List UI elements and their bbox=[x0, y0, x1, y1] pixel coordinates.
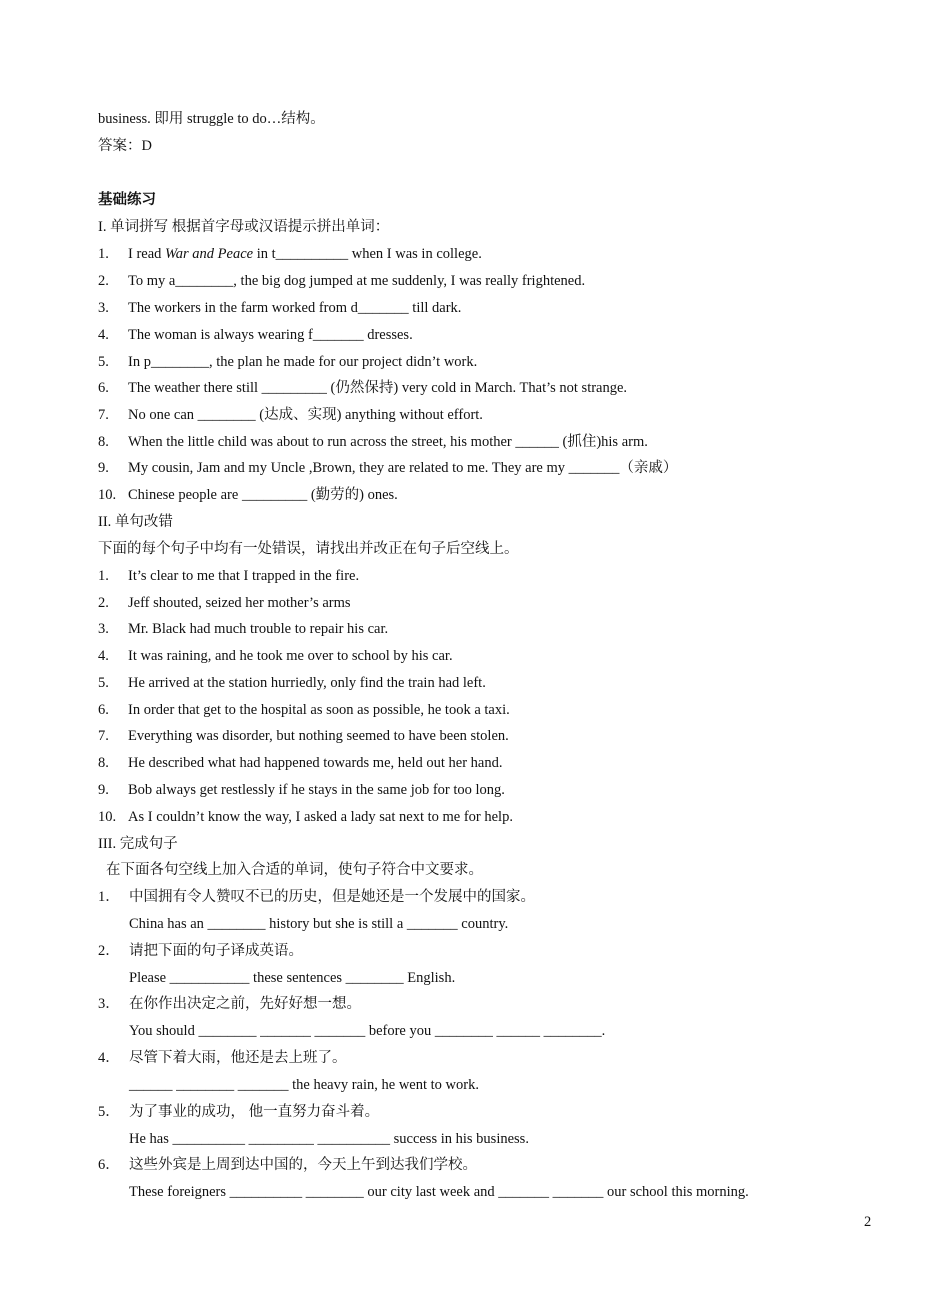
item-text: In order that get to the hospital as soon as possible, he took a taxi. bbox=[128, 702, 510, 718]
page-number: 2 bbox=[864, 1214, 872, 1230]
item-number: 6． bbox=[98, 1157, 120, 1173]
item-number: 10. bbox=[98, 487, 117, 503]
item-number: 7. bbox=[98, 728, 109, 744]
item-text: When the little child was about to run across the street, his mother ______ (抓住)his arm. bbox=[128, 434, 648, 450]
part2-item bbox=[98, 567, 359, 585]
part2-item bbox=[98, 674, 486, 692]
answer-line: 答案：D bbox=[98, 138, 152, 154]
item-text: He described what had happened towards me, held out her hand. bbox=[128, 755, 503, 771]
part3-item-chinese bbox=[98, 1049, 347, 1067]
item-number: 2. bbox=[98, 273, 109, 289]
item-text: It’s clear to me that I trapped in the fire. bbox=[128, 568, 360, 584]
part1-item bbox=[98, 326, 413, 344]
book-title: War and Peace bbox=[165, 246, 254, 262]
item-text: 为了事业的成功， 他一直努力奋斗着。 bbox=[129, 1104, 380, 1120]
item-number: 6. bbox=[98, 380, 109, 396]
item-number: 5. bbox=[98, 354, 109, 370]
part1-item bbox=[98, 459, 677, 477]
part2-item bbox=[98, 727, 509, 745]
part2-item bbox=[98, 647, 453, 665]
item-number: 5． bbox=[98, 1104, 120, 1120]
part3-item-english: These foreigners __________ ________ our city last week and _______ _______ our school this morning. bbox=[129, 1184, 749, 1200]
item-text: 请把下面的句子译成英语。 bbox=[129, 943, 303, 959]
item-text: The weather there still _________ (仍然保持) very cold in March. That’s not strange. bbox=[128, 380, 628, 396]
item-text: No one can ________ (达成、实现) anything without effort. bbox=[128, 407, 483, 423]
item-number: 2． bbox=[98, 943, 120, 959]
part3-item-english: He has __________ _________ __________ success in his business. bbox=[129, 1131, 529, 1147]
part3-item-english: ______ ________ _______ the heavy rain, he went to work. bbox=[129, 1077, 479, 1093]
item-text: 这些外宾是上周到达中国的，今天上午到达我们学校。 bbox=[129, 1157, 477, 1173]
item-number: 4. bbox=[98, 327, 109, 343]
item-text: It was raining, and he took me over to school by his car. bbox=[128, 648, 453, 664]
part1-heading: I. 单词拼写 根据首字母或汉语提示拼出单词： bbox=[98, 219, 390, 235]
part3-item-chinese bbox=[98, 942, 303, 960]
item-text: in t__________ when I was in college. bbox=[253, 246, 482, 262]
part1-item bbox=[98, 272, 585, 290]
part3-item-chinese bbox=[98, 888, 535, 906]
item-text: Everything was disorder, but nothing seemed to have been stolen. bbox=[128, 728, 509, 744]
part3-instruction: 在下面各句空线上加入合适的单词，使句子符合中文要求。 bbox=[106, 862, 483, 878]
item-number: 4． bbox=[98, 1050, 120, 1066]
part2-item bbox=[98, 808, 513, 826]
part2-item bbox=[98, 594, 351, 612]
item-number: 10. bbox=[98, 809, 117, 825]
item-number: 9. bbox=[98, 460, 109, 476]
part2-instruction: 下面的每个句子中均有一处错误，请找出并改正在句子后空线上。 bbox=[98, 541, 519, 557]
item-text: I read bbox=[128, 246, 166, 262]
item-text: Bob always get restlessly if he stays in the same job for too long. bbox=[128, 782, 505, 798]
part1-item bbox=[98, 299, 461, 317]
part1-item bbox=[98, 245, 482, 263]
part1-item bbox=[98, 353, 477, 371]
part3-item-chinese bbox=[98, 1103, 379, 1121]
item-number: 1. bbox=[98, 246, 109, 262]
item-text: My cousin, Jam and my Uncle ,Brown, they are related to me. They are my _______（亲戚） bbox=[128, 460, 678, 476]
part3-item-chinese bbox=[98, 1156, 477, 1174]
part2-item bbox=[98, 781, 505, 799]
item-number: 3． bbox=[98, 996, 120, 1012]
item-text: He arrived at the station hurriedly, only find the train had left. bbox=[128, 675, 486, 691]
item-text: 在你作出决定之前，先好好想一想。 bbox=[129, 996, 361, 1012]
item-number: 2. bbox=[98, 595, 109, 611]
item-number: 8. bbox=[98, 755, 109, 771]
item-text: Chinese people are _________ (勤劳的) ones. bbox=[128, 487, 398, 503]
part1-item bbox=[98, 406, 483, 424]
item-number: 1． bbox=[98, 889, 120, 905]
item-number: 7. bbox=[98, 407, 109, 423]
part1-item bbox=[98, 379, 627, 397]
part3-item-english: You should ________ _______ _______ before you ________ ______ ________. bbox=[129, 1023, 606, 1039]
item-number: 8. bbox=[98, 434, 109, 450]
part1-item bbox=[98, 486, 398, 504]
item-text: To my a________, the big dog jumped at me suddenly, I was really frightened. bbox=[128, 273, 586, 289]
part3-heading: III. 完成句子 bbox=[98, 836, 178, 852]
part2-heading: II. 单句改错 bbox=[98, 514, 173, 530]
item-number: 6. bbox=[98, 702, 109, 718]
item-text: 尽管下着大雨，他还是去上班了。 bbox=[129, 1050, 347, 1066]
part2-item bbox=[98, 701, 510, 719]
item-text: The woman is always wearing f_______ dresses. bbox=[128, 327, 413, 343]
part2-item bbox=[98, 620, 388, 638]
part3-item-english: Please ___________ these sentences ________ English. bbox=[129, 970, 456, 986]
item-number: 4. bbox=[98, 648, 109, 664]
item-text: Mr. Black had much trouble to repair his car. bbox=[128, 621, 389, 637]
item-text: Jeff shouted, seized her mother’s arms bbox=[128, 595, 351, 611]
item-number: 9. bbox=[98, 782, 109, 798]
item-number: 1. bbox=[98, 568, 109, 584]
part1-item bbox=[98, 433, 648, 451]
item-text: As I couldn’t know the way, I asked a lady sat next to me for help. bbox=[128, 809, 513, 825]
part3-item-english: China has an ________ history but she is still a _______ country. bbox=[129, 916, 509, 932]
item-text: 中国拥有令人赞叹不已的历史，但是她还是一个发展中的国家。 bbox=[129, 889, 535, 905]
intro-line: business. 即用 struggle to do…结构。 bbox=[98, 111, 325, 127]
item-text: The workers in the farm worked from d_______ till dark. bbox=[128, 300, 462, 316]
item-number: 3. bbox=[98, 621, 109, 637]
item-text: In p________, the plan he made for our project didn’t work. bbox=[128, 354, 478, 370]
item-number: 5. bbox=[98, 675, 109, 691]
part2-item bbox=[98, 754, 502, 772]
section-title: 基础练习 bbox=[98, 192, 156, 208]
item-number: 3. bbox=[98, 300, 109, 316]
part3-item-chinese bbox=[98, 995, 361, 1013]
